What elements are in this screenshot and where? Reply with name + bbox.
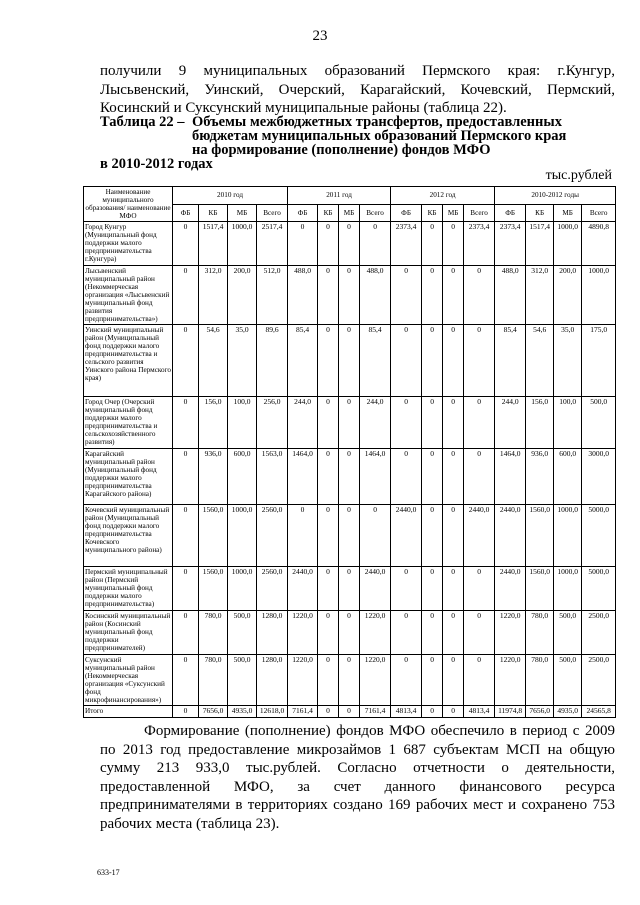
transfers-table (83, 186, 616, 718)
cell-value: 11974,8 (495, 706, 526, 718)
cell-value: 54,6 (199, 325, 228, 397)
cell-value: 0 (422, 266, 443, 325)
cell-value: 512,0 (257, 266, 288, 325)
cell-value: 0 (173, 706, 199, 718)
cell-value: 0 (443, 505, 464, 567)
cell-value: 1000,0 (554, 505, 582, 567)
cell-value: 2440,0 (495, 505, 526, 567)
cell-value: 4935,0 (554, 706, 582, 718)
cell-value: 100,0 (228, 397, 257, 449)
header-sub: КБ (422, 204, 443, 222)
cell-value: 0 (443, 449, 464, 505)
cell-value: 0 (288, 222, 318, 266)
cell-value: 0 (422, 505, 443, 567)
cell-value: 0 (173, 325, 199, 397)
row-name: Лысьвенский муниципальный район (Некоммерческая организация «Лысьвенский муниципальный фонд развития предпринимательства») (84, 266, 173, 325)
cell-value: 0 (391, 266, 422, 325)
cell-value: 1220,0 (360, 611, 391, 655)
cell-value: 156,0 (526, 397, 554, 449)
cell-value: 0 (422, 706, 443, 718)
outro-text: Формирование (пополнение) фондов МФО обеспечило в период с 2009 по 2013 год предоставление микрозаймов 1 687 субъектам МСП на общую сумму 213 933,0 тыс.рублей. Согласно отчетности о деятельности, предоставленной МФО, за счет данного финансового ресурса предпринимателями в территориях создано 169 рабочих мест и сохранено 753 рабочих места (таблица 23). (100, 723, 615, 832)
table-caption-line: бюджетам муниципальных образований Пермского края (192, 128, 567, 144)
row-name: Суксунский муниципальный район (Некоммерческая организация «Суксунский фонд микрофинансирования») (84, 655, 173, 706)
cell-value: 1517,4 (526, 222, 554, 266)
table-caption-line: на формирование (пополнение) фондов МФО (192, 142, 491, 158)
cell-value: 4813,4 (391, 706, 422, 718)
cell-value: 0 (391, 655, 422, 706)
cell-value: 2440,0 (288, 567, 318, 611)
cell-value: 0 (173, 266, 199, 325)
cell-value: 1000,0 (228, 505, 257, 567)
table-caption-label: Таблица 22 – (100, 114, 185, 130)
cell-value: 35,0 (228, 325, 257, 397)
header-sub: ФБ (391, 204, 422, 222)
cell-value: 156,0 (199, 397, 228, 449)
table-row (84, 325, 616, 397)
cell-value: 7161,4 (288, 706, 318, 718)
cell-value: 0 (288, 505, 318, 567)
cell-value: 244,0 (495, 397, 526, 449)
cell-value: 0 (318, 706, 339, 718)
cell-value: 0 (443, 266, 464, 325)
cell-value: 488,0 (495, 266, 526, 325)
cell-value: 0 (339, 567, 360, 611)
header-sub: КБ (526, 204, 554, 222)
intro-paragraph: получили 9 муниципальных образований Пермского края: г.Кунгур, Лысьвенский, Уинский, Очерский, Карагайский, Кочевский, Пермский, Косинский и Суксунский муниципальные районы (таблица 22). (100, 63, 615, 116)
table-row (84, 655, 616, 706)
cell-value: 488,0 (360, 266, 391, 325)
cell-value: 0 (173, 397, 199, 449)
cell-value: 1560,0 (199, 505, 228, 567)
header-sub: Всего (360, 204, 391, 222)
cell-value: 500,0 (554, 611, 582, 655)
cell-value: 1464,0 (360, 449, 391, 505)
cell-value: 175,0 (582, 325, 616, 397)
cell-value: 1563,0 (257, 449, 288, 505)
cell-value: 0 (318, 505, 339, 567)
cell-value: 780,0 (526, 655, 554, 706)
table-caption-line: Объемы межбюджетных трансфертов, предоставленных (192, 114, 562, 130)
units-label: тыс.рублей (545, 168, 612, 183)
cell-value: 0 (391, 611, 422, 655)
cell-value: 1560,0 (199, 567, 228, 611)
cell-value: 1280,0 (257, 611, 288, 655)
cell-value: 0 (391, 449, 422, 505)
cell-value: 936,0 (199, 449, 228, 505)
cell-value: 0 (173, 611, 199, 655)
header-year-group: 2010-2012 годы (495, 187, 616, 205)
cell-value: 1000,0 (228, 567, 257, 611)
header-sub: Всего (582, 204, 616, 222)
cell-value: 0 (339, 505, 360, 567)
cell-value: 0 (443, 325, 464, 397)
cell-value: 0 (443, 222, 464, 266)
cell-value: 1560,0 (526, 505, 554, 567)
cell-value: 1000,0 (582, 266, 616, 325)
cell-value: 0 (339, 611, 360, 655)
cell-value: 0 (443, 567, 464, 611)
cell-value: 0 (391, 325, 422, 397)
table-row (84, 611, 616, 655)
header-sub: КБ (199, 204, 228, 222)
header-year-group: 2012 год (391, 187, 495, 205)
cell-value: 7656,0 (526, 706, 554, 718)
header-sub: МБ (443, 204, 464, 222)
cell-value: 1280,0 (257, 655, 288, 706)
cell-value: 780,0 (199, 655, 228, 706)
cell-value: 0 (443, 397, 464, 449)
cell-value: 4935,0 (228, 706, 257, 718)
row-name: Пермский муниципальный район (Пермский муниципальный фонд поддержки малого предпринимательства) (84, 567, 173, 611)
cell-value: 0 (339, 397, 360, 449)
cell-value: 244,0 (360, 397, 391, 449)
cell-value: 2500,0 (582, 611, 616, 655)
cell-value: 2560,0 (257, 505, 288, 567)
cell-value: 1464,0 (288, 449, 318, 505)
cell-value: 256,0 (257, 397, 288, 449)
cell-value: 1220,0 (495, 611, 526, 655)
table-row (84, 505, 616, 567)
table-caption (100, 115, 615, 171)
cell-value: 600,0 (228, 449, 257, 505)
cell-value: 0 (422, 325, 443, 397)
cell-value: 200,0 (554, 266, 582, 325)
cell-value: 2440,0 (360, 567, 391, 611)
row-name: Карагайский муниципальный район (Муниципальный фонд поддержки малого предпринимательства Карагайского района) (84, 449, 173, 505)
header-sub: КБ (318, 204, 339, 222)
cell-value: 0 (173, 449, 199, 505)
cell-value: 0 (360, 222, 391, 266)
cell-value: 0 (464, 397, 495, 449)
cell-value: 2440,0 (464, 505, 495, 567)
cell-value: 0 (173, 505, 199, 567)
cell-value: 85,4 (288, 325, 318, 397)
cell-value: 4813,4 (464, 706, 495, 718)
cell-value: 0 (464, 449, 495, 505)
cell-value: 1517,4 (199, 222, 228, 266)
cell-value: 0 (464, 266, 495, 325)
cell-value: 7161,4 (360, 706, 391, 718)
cell-value: 0 (318, 325, 339, 397)
row-name: Итого (84, 706, 173, 718)
cell-value: 5000,0 (582, 567, 616, 611)
cell-value: 0 (422, 611, 443, 655)
row-name: Город Кунгур (Муниципальный фонд поддержки малого предпринимательства г.Кунгура) (84, 222, 173, 266)
cell-value: 2440,0 (391, 505, 422, 567)
cell-value: 600,0 (554, 449, 582, 505)
table-row (84, 397, 616, 449)
cell-value: 0 (443, 706, 464, 718)
cell-value: 0 (391, 397, 422, 449)
cell-value: 0 (173, 222, 199, 266)
cell-value: 0 (422, 222, 443, 266)
cell-value: 7656,0 (199, 706, 228, 718)
cell-value: 500,0 (554, 655, 582, 706)
cell-value: 500,0 (228, 611, 257, 655)
cell-value: 0 (464, 567, 495, 611)
cell-value: 85,4 (360, 325, 391, 397)
table-row (84, 449, 616, 505)
outro-paragraph (100, 722, 615, 833)
row-name: Косинский муниципальный район (Косинский муниципальный фонд поддержки предпринимателей) (84, 611, 173, 655)
cell-value: 0 (339, 325, 360, 397)
header-sub: МБ (339, 204, 360, 222)
header-sub: ФБ (495, 204, 526, 222)
cell-value: 3000,0 (582, 449, 616, 505)
cell-value: 2500,0 (582, 655, 616, 706)
cell-value: 0 (464, 325, 495, 397)
cell-value: 54,6 (526, 325, 554, 397)
cell-value: 0 (318, 449, 339, 505)
cell-value: 35,0 (554, 325, 582, 397)
cell-value: 0 (443, 611, 464, 655)
cell-value: 2373,4 (495, 222, 526, 266)
header-name: Наименование муниципального образования/ наименование МФО (85, 188, 171, 220)
table-caption-line: в 2010-2012 годах (100, 156, 213, 172)
cell-value: 244,0 (288, 397, 318, 449)
cell-value: 200,0 (228, 266, 257, 325)
cell-value: 500,0 (228, 655, 257, 706)
header-sub: МБ (228, 204, 257, 222)
cell-value: 0 (339, 706, 360, 718)
cell-value: 89,6 (257, 325, 288, 397)
table-row (84, 222, 616, 266)
cell-value: 780,0 (199, 611, 228, 655)
cell-value: 5000,0 (582, 505, 616, 567)
cell-value: 0 (339, 655, 360, 706)
cell-value: 0 (318, 655, 339, 706)
cell-value: 0 (339, 266, 360, 325)
header-sub: ФБ (173, 204, 199, 222)
cell-value: 780,0 (526, 611, 554, 655)
header-sub: МБ (554, 204, 582, 222)
cell-value: 85,4 (495, 325, 526, 397)
cell-value: 12618,0 (257, 706, 288, 718)
header-year-group: 2011 год (288, 187, 391, 205)
cell-value: 0 (318, 397, 339, 449)
cell-value: 0 (318, 222, 339, 266)
cell-value: 24565,8 (582, 706, 616, 718)
cell-value: 312,0 (526, 266, 554, 325)
cell-value: 1000,0 (228, 222, 257, 266)
cell-value: 0 (422, 449, 443, 505)
header-sub: Всего (257, 204, 288, 222)
cell-value: 1220,0 (360, 655, 391, 706)
cell-value: 936,0 (526, 449, 554, 505)
cell-value: 0 (464, 655, 495, 706)
cell-value: 2517,4 (257, 222, 288, 266)
cell-value: 0 (422, 397, 443, 449)
cell-value: 2560,0 (257, 567, 288, 611)
cell-value: 2373,4 (391, 222, 422, 266)
row-name: Уинский муниципальный район (Муниципальный фонд поддержки малого предпринимательства и сельского развития Уинского района Пермского края) (84, 325, 173, 397)
cell-value: 1560,0 (526, 567, 554, 611)
header-sub: ФБ (288, 204, 318, 222)
page-number: 23 (312, 28, 328, 44)
cell-value: 0 (173, 655, 199, 706)
cell-value: 0 (339, 449, 360, 505)
cell-value: 4890,8 (582, 222, 616, 266)
cell-value: 2373,4 (464, 222, 495, 266)
cell-value: 0 (318, 611, 339, 655)
cell-value: 0 (173, 567, 199, 611)
row-name: Город Очер (Очерский муниципальный фонд поддержки малого предпринимательства и сельскохозяйственного развития) (84, 397, 173, 449)
row-name: Кочевский муниципальный район (Муниципальный фонд поддержки малого предпринимательства Кочевского муниципального района) (84, 505, 173, 567)
cell-value: 0 (422, 655, 443, 706)
cell-value: 500,0 (582, 397, 616, 449)
cell-value: 488,0 (288, 266, 318, 325)
cell-value: 0 (318, 567, 339, 611)
cell-value: 1000,0 (554, 222, 582, 266)
cell-value: 1220,0 (288, 655, 318, 706)
table-row (84, 706, 616, 718)
cell-value: 0 (339, 222, 360, 266)
table-row (84, 266, 616, 325)
cell-value: 1464,0 (495, 449, 526, 505)
cell-value: 0 (422, 567, 443, 611)
cell-value: 312,0 (199, 266, 228, 325)
cell-value: 1220,0 (288, 611, 318, 655)
cell-value: 1000,0 (554, 567, 582, 611)
header-sub: Всего (464, 204, 495, 222)
cell-value: 0 (443, 655, 464, 706)
cell-value: 0 (360, 505, 391, 567)
cell-value: 0 (391, 567, 422, 611)
cell-value: 1220,0 (495, 655, 526, 706)
table-row (84, 567, 616, 611)
cell-value: 0 (318, 266, 339, 325)
cell-value: 0 (464, 611, 495, 655)
footer-code: 633-17 (97, 868, 120, 877)
header-year-group: 2010 год (173, 187, 288, 205)
cell-value: 2440,0 (495, 567, 526, 611)
cell-value: 100,0 (554, 397, 582, 449)
